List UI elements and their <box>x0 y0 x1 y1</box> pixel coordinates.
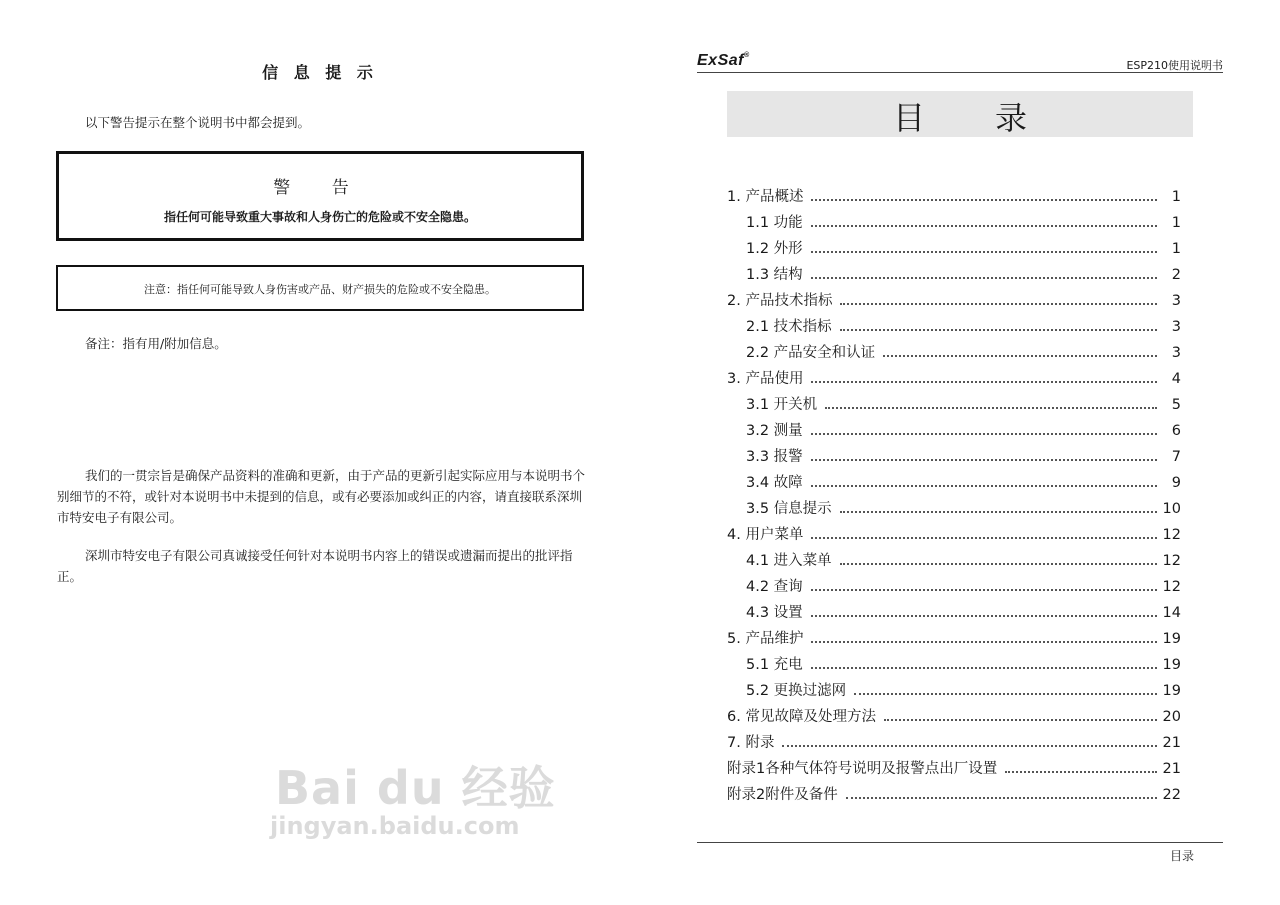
toc-dot-leader <box>811 251 1157 253</box>
toc-dot-leader <box>840 511 1157 513</box>
warning-text: 指任何可能导致重大事故和人身伤亡的危险或不安全隐患。 <box>163 210 476 224</box>
toc-entry-label: 3.5 信息提示 <box>746 501 832 517</box>
toc-entry-label: 4.3 设置 <box>746 605 803 621</box>
toc-entry-label: 3.4 故障 <box>746 475 803 491</box>
footer-label: 目录 <box>1169 849 1194 863</box>
toc-entry-label: 7. 附录 <box>727 735 775 751</box>
toc-entry-page: 9 <box>1171 475 1181 491</box>
toc-dot-leader <box>811 641 1157 643</box>
toc-entry-page: 1 <box>1171 241 1181 257</box>
toc-entry-label: 4.1 进入菜单 <box>746 553 832 569</box>
toc-title: 目录 <box>892 99 1097 137</box>
toc-dot-leader <box>840 303 1157 305</box>
statement-paragraph: 我们的一贯宗旨是确保产品资料的准确和更新，由于产品的更新引起实际应用与本说明书个别细节的不符，或针对本说明书中未提到的信息，或有必要添加或纠正的内容，请直接联系深圳市特安电子有限公司。 <box>57 468 586 525</box>
header-divider <box>697 72 1223 73</box>
toc-entry-page: 3 <box>1171 345 1181 361</box>
warning-title: 警 告 <box>273 178 367 198</box>
remark-text: 备注：指有用/附加信息。 <box>85 336 227 351</box>
toc-dot-leader <box>811 199 1157 201</box>
toc-entry-page: 22 <box>1162 787 1181 803</box>
toc-entry-label: 5. 产品维护 <box>727 631 804 647</box>
registered-mark: ® <box>743 52 750 59</box>
toc-dot-leader <box>884 719 1157 721</box>
logo-text: ExSaf <box>697 52 744 69</box>
toc-entry-label: 6. 常见故障及处理方法 <box>727 709 876 725</box>
toc-entry-label: 2.2 产品安全和认证 <box>746 345 876 361</box>
toc-entry[interactable] <box>727 211 1181 237</box>
toc-entry[interactable] <box>727 419 1181 445</box>
exsaf-logo <box>697 52 750 70</box>
toc-entry[interactable] <box>727 523 1181 549</box>
toc-entry[interactable] <box>727 575 1181 601</box>
toc-entry-page: 19 <box>1162 631 1181 647</box>
toc-entry[interactable] <box>727 601 1181 627</box>
toc-dot-leader <box>811 589 1157 591</box>
toc-dot-leader <box>825 407 1157 409</box>
baidu-watermark: Bai du 经验 <box>275 761 556 815</box>
toc-dot-leader <box>883 355 1157 357</box>
toc-entry-label: 1.1 功能 <box>746 215 803 231</box>
warning-box <box>56 151 584 241</box>
toc-entry-label: 1.3 结构 <box>746 267 803 283</box>
toc-entry-label: 5.1 充电 <box>746 657 803 673</box>
info-notice-title: 信 息 提 示 <box>262 63 378 82</box>
toc-entry-label: 附录2附件及备件 <box>727 787 838 803</box>
toc-entry[interactable] <box>727 315 1181 341</box>
toc-entry-page: 1 <box>1171 215 1181 231</box>
toc-entry-label: 3.2 测量 <box>746 423 803 439</box>
toc-dot-leader <box>811 277 1157 279</box>
toc-entry[interactable] <box>727 757 1181 783</box>
baidu-url-watermark: jingyan.baidu.com <box>270 812 520 840</box>
toc-entry-page: 12 <box>1162 579 1181 595</box>
toc-entry-page: 4 <box>1171 371 1181 387</box>
footer-divider <box>697 842 1223 843</box>
toc-entry-label: 2. 产品技术指标 <box>727 293 833 309</box>
toc-dot-leader <box>811 381 1157 383</box>
toc-entry-label: 2.1 技术指标 <box>746 319 832 335</box>
toc-entry-page: 12 <box>1162 553 1181 569</box>
toc-dot-leader <box>1005 771 1157 773</box>
toc-entry[interactable] <box>727 497 1181 523</box>
toc-entry-label: 3.1 开关机 <box>746 397 818 413</box>
toc-entry[interactable] <box>727 289 1181 315</box>
intro-text: 以下警告提示在整个说明书中都会提到。 <box>85 115 311 130</box>
toc-entry[interactable] <box>727 705 1181 731</box>
toc-dot-leader <box>782 745 1157 747</box>
toc-entry-page: 21 <box>1162 761 1181 777</box>
toc-dot-leader <box>854 693 1157 695</box>
caution-box <box>56 265 584 311</box>
toc-entry[interactable] <box>727 731 1181 757</box>
toc-entry[interactable] <box>727 471 1181 497</box>
right-page <box>640 0 1280 905</box>
toc-entry-page: 12 <box>1162 527 1181 543</box>
toc-entry-page: 3 <box>1171 293 1181 309</box>
toc-entry-label: 3.3 报警 <box>746 449 803 465</box>
toc-entry-page: 6 <box>1171 423 1181 439</box>
toc-entry-page: 14 <box>1162 605 1181 621</box>
toc-dot-leader <box>846 797 1157 799</box>
toc-dot-leader <box>811 667 1157 669</box>
toc-entry[interactable] <box>727 783 1181 809</box>
toc-entry[interactable] <box>727 627 1181 653</box>
toc-entry[interactable] <box>727 263 1181 289</box>
toc-dot-leader <box>840 329 1157 331</box>
toc-entry-page: 1 <box>1171 189 1181 205</box>
toc-entry[interactable] <box>727 367 1181 393</box>
toc-entry-label: 3. 产品使用 <box>727 371 804 387</box>
caution-text: 注意：指任何可能导致人身伤害或产品、财产损失的危险或不安全隐患。 <box>144 283 496 296</box>
toc-entry[interactable] <box>727 393 1181 419</box>
toc-entry-page: 3 <box>1171 319 1181 335</box>
toc-dot-leader <box>811 537 1157 539</box>
toc-entry-label: 4. 用户菜单 <box>727 527 804 543</box>
toc-entry-page: 5 <box>1171 397 1181 413</box>
toc-entry-page: 10 <box>1162 501 1181 517</box>
toc-dot-leader <box>811 615 1157 617</box>
toc-entry-label: 1. 产品概述 <box>727 189 804 205</box>
toc-dot-leader <box>811 225 1157 227</box>
feedback-paragraph: 深圳市特安电子有限公司真诚接受任何针对本说明书内容上的错误或遗漏而提出的批评指正。 <box>57 548 573 584</box>
toc-title-banner <box>727 91 1193 137</box>
toc-entry-label: 1.2 外形 <box>746 241 803 257</box>
toc-entry-page: 7 <box>1171 449 1181 465</box>
toc-entry-page: 19 <box>1162 683 1181 699</box>
toc-entry-page: 21 <box>1162 735 1181 751</box>
toc-entry[interactable] <box>727 341 1181 367</box>
toc-entry[interactable] <box>727 679 1181 705</box>
toc-entry[interactable] <box>727 653 1181 679</box>
toc-dot-leader <box>840 563 1157 565</box>
toc-dot-leader <box>811 485 1157 487</box>
toc-entry-label: 4.2 查询 <box>746 579 803 595</box>
toc-entry-page: 2 <box>1171 267 1181 283</box>
toc-entry[interactable] <box>727 549 1181 575</box>
toc-entry[interactable] <box>727 445 1181 471</box>
toc-entry-page: 19 <box>1162 657 1181 673</box>
toc-entry[interactable] <box>727 185 1181 211</box>
toc-entry-label: 附录1各种气体符号说明及报警点出厂设置 <box>727 761 998 777</box>
toc-dot-leader <box>811 433 1157 435</box>
table-of-contents <box>727 185 1181 809</box>
document-name: ESP210使用说明书 <box>1126 59 1223 72</box>
toc-entry[interactable] <box>727 237 1181 263</box>
toc-entry-label: 5.2 更换过滤网 <box>746 683 847 699</box>
toc-dot-leader <box>811 459 1157 461</box>
toc-entry-page: 20 <box>1162 709 1181 725</box>
